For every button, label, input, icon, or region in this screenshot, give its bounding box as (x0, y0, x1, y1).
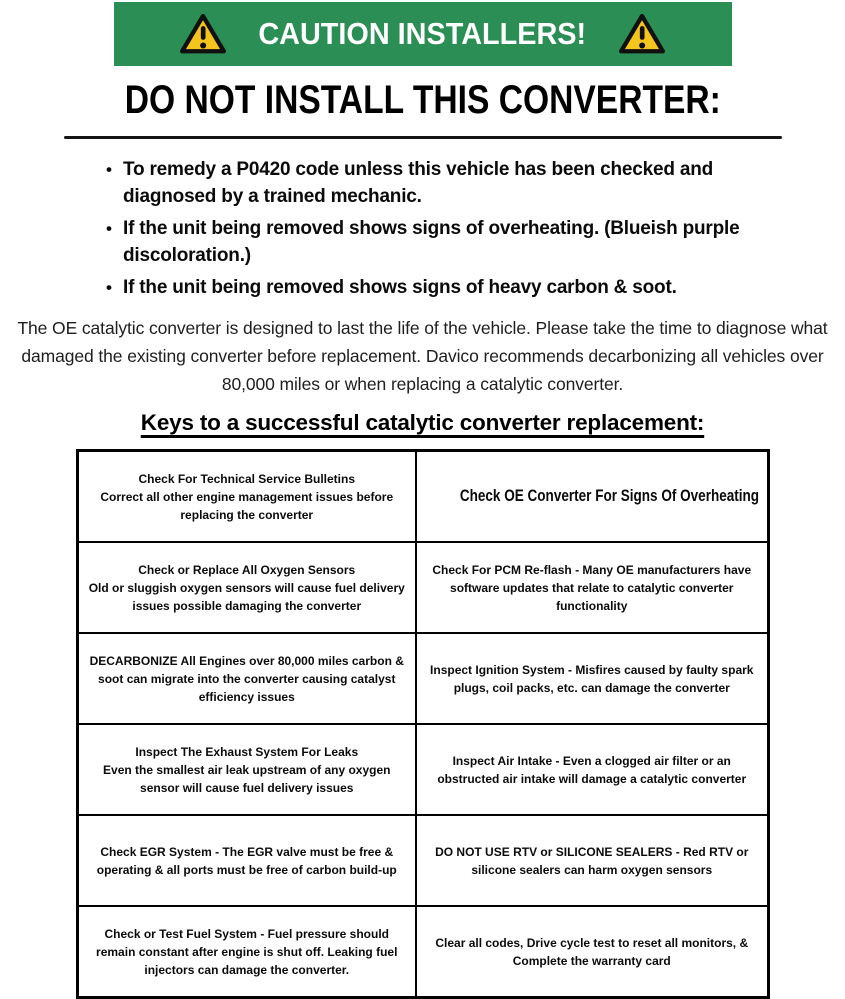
divider (64, 136, 782, 139)
page-title-text: DO NOT INSTALL THIS CONVERTER: (124, 78, 721, 122)
cell-text: Check or Test Fuel System - Fuel pressure should remain constant after engine is shut off. Leaking fuel injectors can damage the converter. (96, 926, 398, 977)
cell-text: Even the smallest air leak upstream of any oxygen sensor will cause fuel delivery issues (103, 762, 391, 795)
cell-text: Check or Replace All Oxygen Sensors (138, 562, 356, 577)
cell-text: DECARBONIZE All Engines over 80,000 miles carbon & soot can migrate into the converter causing catalyst efficiency issues (89, 653, 404, 704)
warning-item: • If the unit being removed shows signs of overheating. (Blueish purple discoloration.) (104, 215, 772, 269)
table-cell-right (416, 906, 768, 998)
table-cell-right (416, 724, 768, 815)
cell-text: Inspect Ignition System - Misfires caused by faulty spark plugs, coil packs, etc. can damage the converter (430, 662, 754, 695)
table-row (77, 633, 768, 724)
banner-title: CAUTION INSTALLERS! (258, 16, 587, 51)
cell-text: Check For PCM Re-flash - Many OE manufacturers have software updates that relate to catalytic converter functionality (432, 562, 752, 613)
table-row (77, 815, 768, 906)
table-cell-right (416, 451, 768, 543)
cell-text: Check For Technical Service Bulletins (138, 471, 356, 486)
table-row (77, 542, 768, 633)
table-row (77, 451, 768, 543)
caution-banner (114, 2, 732, 66)
keys-table (76, 449, 770, 999)
table-cell-right (416, 815, 768, 906)
warning-item: • If the unit being removed shows signs of heavy carbon & soot. (104, 274, 772, 301)
keys-heading: Keys to a successful catalytic converter replacement: (140, 410, 705, 435)
cell-text: Check OE Converter For Signs Of Overheating (459, 487, 760, 505)
cell-text: Correct all other engine management issues before replacing the converter (100, 489, 394, 522)
cell-text: DO NOT USE RTV or SILICONE SEALERS - Red RTV or silicone sealers can harm oxygen sensors (435, 844, 749, 877)
table-row (77, 724, 768, 815)
warning-list (104, 156, 772, 301)
table-cell-left (77, 815, 416, 906)
cell-text: Clear all codes, Drive cycle test to reset all monitors, & Complete the warranty card (435, 935, 749, 968)
warning-item: • To remedy a P0420 code unless this vehicle has been checked and diagnosed by a trained mechanic. (104, 156, 772, 210)
cell-text: Inspect Air Intake - Even a clogged air filter or an obstructed air intake will damage a catalytic converter (437, 753, 747, 786)
table-cell-right (416, 542, 768, 633)
intro-paragraph: The OE catalytic converter is designed to last the life of the vehicle. Please take the time to diagnose what damaged the existing converter before replacement. Davico recommends decarbonizing all vehicles over 80,000 miles or when replacing a catalytic converter. (17, 318, 828, 394)
cell-text: Check EGR System - The EGR valve must be free & operating & all ports must be free of carbon build-up (96, 844, 397, 877)
warning-icon (619, 13, 665, 55)
installer-caution-flyer (0, 2, 845, 977)
table-cell-right (416, 633, 768, 724)
table-cell-left (77, 542, 416, 633)
cell-text: Old or sluggish oxygen sensors will cause fuel delivery issues possible damaging the converter (88, 580, 405, 613)
page-title (0, 77, 845, 123)
table-row (77, 906, 768, 998)
table-cell-left (77, 633, 416, 724)
table-cell-left (77, 724, 416, 815)
table-cell-left (77, 906, 416, 998)
table-cell-left (77, 451, 416, 543)
warning-icon (180, 13, 226, 55)
cell-text: Inspect The Exhaust System For Leaks (135, 744, 359, 759)
